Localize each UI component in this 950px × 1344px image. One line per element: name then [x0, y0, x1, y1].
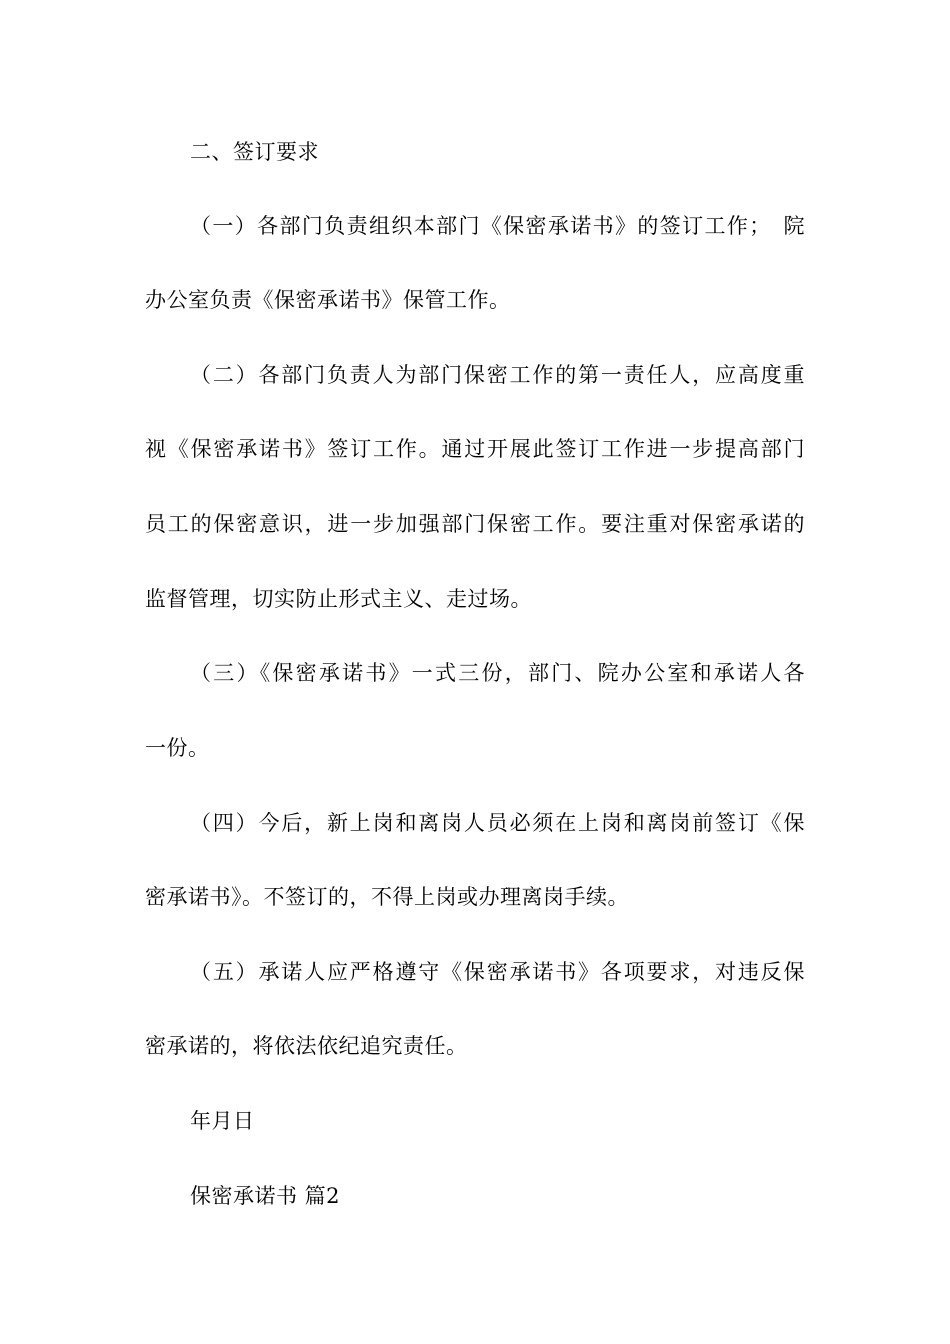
- item-1-line-1: （一）各部门负责组织本部门《保密承诺书》的签订工作； 院: [190, 214, 805, 238]
- item-3-line-2: 一份。: [145, 736, 210, 760]
- item-2-line-1: （二）各部门负责人为部门保密工作的第一责任人，应高度重: [190, 363, 805, 387]
- item-2-line-4: 监督管理，切实防止形式主义、走过场。: [145, 587, 532, 611]
- item-5-line-2: 密承诺的，将依法依纪追究责任。: [145, 1034, 468, 1058]
- item-2-line-2: 视《保密承诺书》签订工作。通过开展此签订工作进一步提高部门: [145, 437, 805, 461]
- item-3-line-1: （三）《保密承诺书》一式三份，部门、院办公室和承诺人各: [190, 661, 805, 685]
- item-4-line-1: （四）今后，新上岗和离岗人员必须在上岗和离岗前签订《保: [190, 811, 805, 835]
- section-heading: 二、签订要求: [190, 140, 319, 164]
- date-line: 年月日: [190, 1109, 255, 1133]
- next-section-title: 保密承诺书 篇2: [190, 1184, 341, 1208]
- item-1-line-2: 办公室负责《保密承诺书》保管工作。: [145, 288, 511, 312]
- item-5-line-1: （五）承诺人应严格遵守《保密承诺书》各项要求，对违反保: [190, 960, 805, 984]
- item-2-line-3: 员工的保密意识，进一步加强部门保密工作。要注重对保密承诺的: [145, 512, 805, 536]
- item-4-line-2: 密承诺书》。不签订的，不得上岗或办理离岗手续。: [145, 885, 629, 909]
